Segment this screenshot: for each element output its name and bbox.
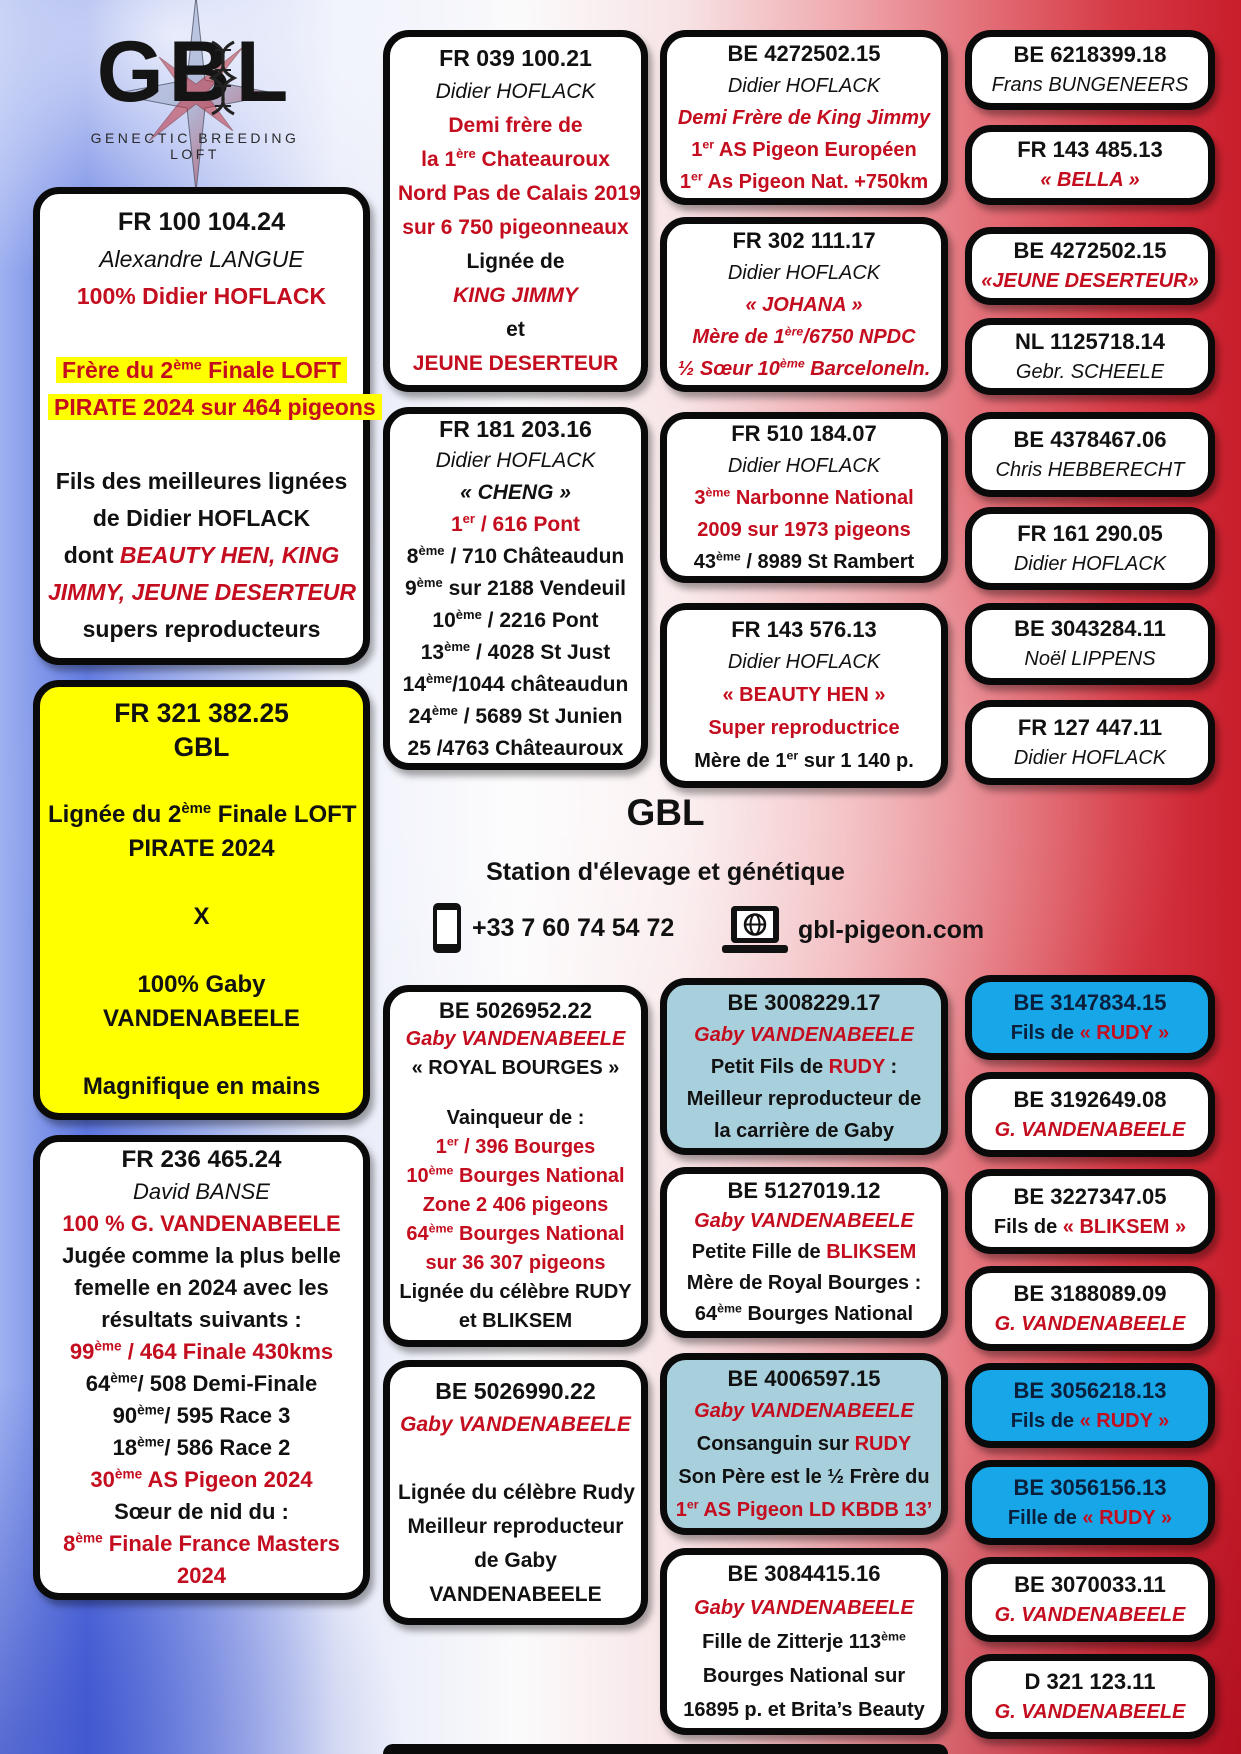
pedigree-line: 2009 sur 1973 pigeons bbox=[697, 518, 911, 541]
pedigree-line: Didier HOFLACK bbox=[435, 80, 596, 103]
pedigree-line: dont BEAUTY HEN, KING bbox=[63, 542, 340, 568]
pedigree-box-c3-4 bbox=[660, 603, 948, 788]
dna-helix-icon bbox=[206, 40, 240, 118]
pedigree-box-c1-2 bbox=[33, 680, 370, 1120]
pedigree-line: 1er AS Pigeon LD KBDB 13’ bbox=[675, 1496, 933, 1521]
pedigree-line: Didier HOFLACK bbox=[1013, 552, 1167, 575]
pedigree-box-c3-3 bbox=[660, 412, 948, 583]
pedigree-box-c3-2 bbox=[660, 217, 948, 392]
pedigree-line: Lignée du célèbre RUDY bbox=[399, 1281, 632, 1303]
pedigree-line: Didier HOFLACK bbox=[1013, 746, 1167, 769]
pedigree-line: Fils de « BLIKSEM » bbox=[993, 1215, 1187, 1238]
pedigree-line: Fils de « RUDY » bbox=[1010, 1021, 1170, 1044]
ring-number: BE 5026952.22 bbox=[439, 998, 592, 1023]
pedigree-line: Gaby VANDENABEELE bbox=[405, 1028, 626, 1050]
pedigree-line: supers reproducteurs bbox=[82, 616, 321, 642]
pedigree-line: G. VANDENABEELE bbox=[994, 1312, 1186, 1335]
pedigree-line: 100 % G. VANDENABEELE bbox=[62, 1210, 341, 1236]
logo-text: GBL bbox=[96, 24, 294, 120]
pedigree-line bbox=[398, 1083, 633, 1104]
ring-number: BE 3188089.09 bbox=[1013, 1280, 1167, 1306]
pedigree-line: VANDENABEELE bbox=[429, 1582, 602, 1606]
ring-number: FR 321 382.25 bbox=[114, 698, 289, 728]
logo-subtitle: GENECTIC BREEDING LOFT bbox=[90, 130, 300, 162]
ring-number: FR 039 100.21 bbox=[439, 45, 592, 71]
pedigree-box-c4-5 bbox=[965, 412, 1215, 497]
pedigree-box-c4-15 bbox=[965, 1557, 1215, 1642]
pedigree-box-c4-1 bbox=[965, 30, 1215, 110]
pedigree-box-c4-6 bbox=[965, 507, 1215, 590]
pedigree-box-c4-2 bbox=[965, 125, 1215, 205]
pedigree-line: 24ème / 5689 St Junien bbox=[408, 702, 623, 728]
pedigree-line: Gaby VANDENABEELE bbox=[694, 1210, 914, 1232]
pedigree-line: 18ème/ 586 Race 2 bbox=[112, 1434, 291, 1460]
pedigree-line: Fille de Zitterje 113ème bbox=[702, 1628, 906, 1653]
ring-number: BE 3043284.11 bbox=[1014, 616, 1166, 641]
ring-number: BE 3084415.16 bbox=[727, 1560, 881, 1586]
pedigree-line: 30ème AS Pigeon 2024 bbox=[90, 1466, 313, 1492]
pedigree-line: 25 /4763 Châteauroux bbox=[407, 736, 624, 760]
pedigree-box-c3-7 bbox=[660, 1353, 948, 1535]
pedigree-line: Didier HOFLACK bbox=[727, 454, 881, 477]
pedigree-line: Fille de « RUDY » bbox=[1007, 1506, 1173, 1529]
pedigree-line: 16895 p. et Brita’s Beauty bbox=[683, 1698, 925, 1721]
pedigree-line: Fils des meilleures lignées bbox=[55, 468, 348, 494]
gbl-logo bbox=[64, 2, 326, 180]
pedigree-line: 100% Didier HOFLACK bbox=[76, 283, 327, 309]
pedigree-box-c3-1 bbox=[660, 30, 948, 205]
pedigree-line: 10ème / 2216 Pont bbox=[432, 606, 599, 632]
pedigree-line: GBL bbox=[173, 732, 230, 762]
pedigree-line: 64ème Bourges National bbox=[406, 1221, 625, 1245]
pedigree-line: résultats suivants : bbox=[101, 1306, 302, 1332]
pedigree-box-c3-6 bbox=[660, 1167, 948, 1338]
pedigree-line: la 1ère Chateauroux bbox=[421, 146, 610, 171]
ring-number: BE 3070033.11 bbox=[1014, 1571, 1166, 1597]
pedigree-line: Vainqueur de : bbox=[446, 1107, 585, 1129]
pedigree-box-c4-12 bbox=[965, 1266, 1215, 1351]
ring-number: BE 5127019.12 bbox=[727, 1178, 881, 1203]
pedigree-line: PIRATE 2024 sur 464 pigeons bbox=[48, 389, 355, 426]
pedigree-line: Gaby VANDENABEELE bbox=[694, 1399, 914, 1422]
pedigree-line: 14ème/1044 châteaudun bbox=[402, 670, 629, 696]
pedigree-line: 13ème / 4028 St Just bbox=[420, 638, 611, 664]
pedigree-box-c2-2 bbox=[383, 407, 648, 770]
ring-number: BE 4006597.15 bbox=[727, 1365, 881, 1391]
pedigree-box-c3-8 bbox=[660, 1548, 948, 1735]
ring-number: FR 143 576.13 bbox=[731, 617, 877, 642]
pedigree-line: 1er / 616 Pont bbox=[450, 510, 581, 536]
pedigree-line: Chris HEBBERECHT bbox=[995, 458, 1185, 481]
pedigree-line: Demi Frère de King Jimmy bbox=[677, 106, 931, 129]
pedigree-line: Gaby VANDENABEELE bbox=[694, 1596, 914, 1619]
pedigree-line: Demi frère de bbox=[448, 114, 583, 137]
pedigree-line: « CHENG » bbox=[460, 480, 571, 504]
pedigree-line: «JEUNE DESERTEUR» bbox=[981, 270, 1199, 292]
pedigree-line: Lignée du célèbre Rudy bbox=[398, 1480, 635, 1504]
pedigree-line bbox=[398, 1442, 633, 1476]
pedigree-box-c4-9 bbox=[965, 975, 1215, 1060]
phone-contact bbox=[432, 902, 674, 954]
ring-number: FR 181 203.16 bbox=[439, 415, 592, 442]
pedigree-line: 9ème sur 2188 Vendeuil bbox=[404, 574, 626, 600]
pedigree-line: la carrière de Gaby bbox=[713, 1119, 895, 1142]
pedigree-box-c4-8 bbox=[965, 700, 1215, 785]
pedigree-line: G. VANDENABEELE bbox=[994, 1603, 1186, 1626]
pedigree-line: Sœur de nid du : bbox=[114, 1498, 289, 1524]
ring-number: FR 302 111.17 bbox=[732, 227, 876, 253]
ring-number: D 321 123.11 bbox=[1024, 1668, 1156, 1694]
pedigree-line: G. VANDENABEELE bbox=[994, 1118, 1186, 1141]
pedigree-line: et BLIKSEM bbox=[458, 1310, 573, 1332]
pedigree-line: 10ème Bourges National bbox=[406, 1163, 625, 1187]
ring-number: BE 4272502.15 bbox=[727, 40, 881, 66]
pedigree-box-c4-4 bbox=[965, 318, 1215, 395]
pedigree-line: « ROYAL BOURGES » bbox=[411, 1057, 620, 1079]
pedigree-line bbox=[48, 866, 355, 900]
pedigree-line: 64ème Bourges National bbox=[694, 1301, 914, 1325]
pedigree-line: JIMMY, JEUNE DESERTEUR bbox=[48, 579, 357, 605]
pedigree-line: Zone 2 406 pigeons bbox=[422, 1194, 609, 1216]
pedigree-line: « BEAUTY HEN » bbox=[722, 684, 886, 706]
pedigree-line: Mère de Royal Bourges : bbox=[686, 1272, 922, 1294]
pedigree-line: Didier HOFLACK bbox=[435, 448, 596, 472]
ring-number: FR 510 184.07 bbox=[731, 420, 877, 446]
pedigree-line: 8ème / 710 Châteaudun bbox=[406, 542, 625, 568]
pedigree-box-c4-3 bbox=[965, 227, 1215, 305]
cutoff-box-edge bbox=[383, 1744, 948, 1754]
website-contact bbox=[722, 906, 984, 954]
pedigree-box-c4-11 bbox=[965, 1169, 1215, 1254]
pedigree-line: Petit Fils de RUDY : bbox=[710, 1055, 898, 1078]
pedigree-line: Lignée de bbox=[466, 250, 565, 273]
pedigree-line: Nord Pas de Calais 2019 bbox=[398, 182, 641, 205]
pedigree-line bbox=[48, 1036, 355, 1070]
pedigree-line bbox=[48, 764, 355, 798]
ring-number: BE 3192649.08 bbox=[1013, 1086, 1167, 1112]
pedigree-line: 90ème/ 595 Race 3 bbox=[112, 1402, 291, 1428]
website-url: gbl-pigeon.com bbox=[798, 915, 985, 944]
pedigree-line: Meilleur reproducteur bbox=[407, 1514, 624, 1538]
pedigree-line: Frans BUNGENEERS bbox=[991, 74, 1189, 96]
pedigree-line: Meilleur reproducteur de bbox=[686, 1087, 922, 1110]
pedigree-box-c4-7 bbox=[965, 603, 1215, 685]
pedigree-line: Didier HOFLACK bbox=[727, 261, 881, 284]
pedigree-line: 64ème/ 508 Demi-Finale bbox=[85, 1370, 318, 1396]
pedigree-box-c2-3 bbox=[383, 985, 648, 1347]
pedigree-line: Petite Fille de BLIKSEM bbox=[691, 1241, 917, 1263]
ring-number: FR 143 485.13 bbox=[1017, 137, 1163, 162]
pedigree-line: 8ème Finale France Masters bbox=[63, 1530, 340, 1556]
pedigree-line: Frère du 2ème Finale LOFT bbox=[48, 352, 355, 389]
pedigree-line: « JOHANA » bbox=[745, 293, 863, 316]
pedigree-line: JEUNE DESERTEUR bbox=[412, 352, 619, 375]
pedigree-line bbox=[48, 315, 355, 352]
pedigree-line: KING JIMMY bbox=[453, 284, 578, 307]
pedigree-line: Consanguin sur RUDY bbox=[696, 1432, 912, 1455]
pedigree-box-c4-14 bbox=[965, 1460, 1215, 1545]
pedigree-line: Alexandre LANGUE bbox=[99, 246, 304, 272]
pedigree-box-c2-1 bbox=[383, 30, 648, 392]
pedigree-line: Gaby VANDENABEELE bbox=[694, 1023, 914, 1046]
pedigree-line: Noël LIPPENS bbox=[1024, 648, 1156, 670]
ring-number: BE 6218399.18 bbox=[1013, 42, 1167, 67]
pedigree-line: Mère de 1ère/6750 NPDC bbox=[692, 323, 916, 348]
pedigree-box-c3-5 bbox=[660, 978, 948, 1155]
ring-number: FR 236 465.24 bbox=[121, 1145, 282, 1173]
pedigree-line: Mère de 1er sur 1 140 p. bbox=[694, 748, 914, 772]
pedigree-line: G. VANDENABEELE bbox=[994, 1700, 1186, 1723]
pedigree-box-c1-3 bbox=[33, 1135, 370, 1600]
pedigree-line: 3ème Narbonne National bbox=[694, 484, 914, 509]
ring-number: NL 1125718.14 bbox=[1014, 328, 1166, 354]
pedigree-line: sur 36 307 pigeons bbox=[425, 1252, 606, 1274]
ring-number: BE 5026990.22 bbox=[435, 1377, 596, 1404]
ring-number: BE 4272502.15 bbox=[1013, 238, 1167, 263]
pedigree-line: 1er / 396 Bourges bbox=[435, 1134, 596, 1158]
pedigree-line: 43ème / 8989 St Rambert bbox=[693, 548, 915, 573]
pedigree-line: PIRATE 2024 bbox=[128, 835, 275, 862]
pedigree-line: Gebr. SCHEELE bbox=[1015, 360, 1165, 383]
pedigree-line: Bourges National sur bbox=[702, 1664, 906, 1687]
pedigree-line: 1er AS Pigeon Européen bbox=[691, 136, 917, 161]
ring-number: FR 100 104.24 bbox=[117, 208, 286, 236]
pedigree-line bbox=[48, 426, 355, 463]
pedigree-line: Son Père est le ½ Frère du bbox=[678, 1465, 930, 1488]
pedigree-box-c4-10 bbox=[965, 1072, 1215, 1157]
ring-number: BE 4378467.06 bbox=[1013, 426, 1167, 452]
loft-name: GBL bbox=[626, 792, 705, 833]
pedigree-line: de Gaby bbox=[474, 1548, 557, 1572]
ring-number: BE 3008229.17 bbox=[727, 989, 881, 1015]
ring-number: BE 3056218.13 bbox=[1013, 1377, 1167, 1403]
pedigree-line: Didier HOFLACK bbox=[727, 651, 881, 673]
pedigree-box-c1-1 bbox=[33, 187, 376, 665]
pedigree-line bbox=[48, 934, 355, 968]
pedigree-line: X bbox=[193, 903, 210, 930]
pedigree-line: ½ Sœur 10ème Barceloneln. bbox=[677, 355, 931, 380]
pedigree-line: « BELLA » bbox=[1040, 169, 1140, 191]
pedigree-line: VANDENABEELE bbox=[103, 1005, 300, 1032]
ring-number: BE 3056156.13 bbox=[1013, 1474, 1167, 1500]
pedigree-box-c4-13 bbox=[965, 1363, 1215, 1448]
pedigree-line: 99ème / 464 Finale 430kms bbox=[69, 1338, 334, 1364]
loft-tagline: Station d'élevage et génétique bbox=[486, 858, 845, 886]
pedigree-line: 1er As Pigeon Nat. +750km bbox=[679, 168, 929, 193]
laptop-globe-icon bbox=[722, 906, 788, 954]
ring-number: FR 127 447.11 bbox=[1017, 714, 1163, 740]
pedigree-line: Jugée comme la plus belle bbox=[62, 1242, 341, 1268]
pedigree-line: 2024 bbox=[177, 1562, 226, 1588]
ring-number: BE 3227347.05 bbox=[1013, 1183, 1167, 1209]
pedigree-line: femelle en 2024 avec les bbox=[74, 1274, 329, 1300]
phone-number: +33 7 60 74 54 72 bbox=[472, 913, 675, 942]
pedigree-line: Gaby VANDENABEELE bbox=[400, 1412, 631, 1436]
pedigree-line: Magnifique en mains bbox=[82, 1073, 321, 1100]
pedigree-line: sur 6 750 pigeonneaux bbox=[402, 216, 629, 239]
pedigree-line: et bbox=[506, 318, 525, 341]
pedigree-line: 100% Gaby bbox=[137, 971, 266, 998]
ring-number: BE 3147834.15 bbox=[1013, 989, 1167, 1015]
pedigree-box-c2-4 bbox=[383, 1360, 648, 1625]
pedigree-line: David BANSE bbox=[133, 1178, 270, 1204]
smartphone-icon bbox=[432, 902, 462, 954]
ring-number: FR 161 290.05 bbox=[1017, 520, 1163, 546]
pedigree-line: Didier HOFLACK bbox=[727, 74, 881, 97]
pedigree-box-c4-16 bbox=[965, 1654, 1215, 1739]
pedigree-line: de Didier HOFLACK bbox=[92, 505, 311, 531]
pedigree-line: Super reproductrice bbox=[708, 717, 900, 739]
pedigree-line: Lignée du 2ème Finale LOFT bbox=[48, 801, 357, 828]
pedigree-line: Fils de « RUDY » bbox=[1010, 1409, 1170, 1432]
